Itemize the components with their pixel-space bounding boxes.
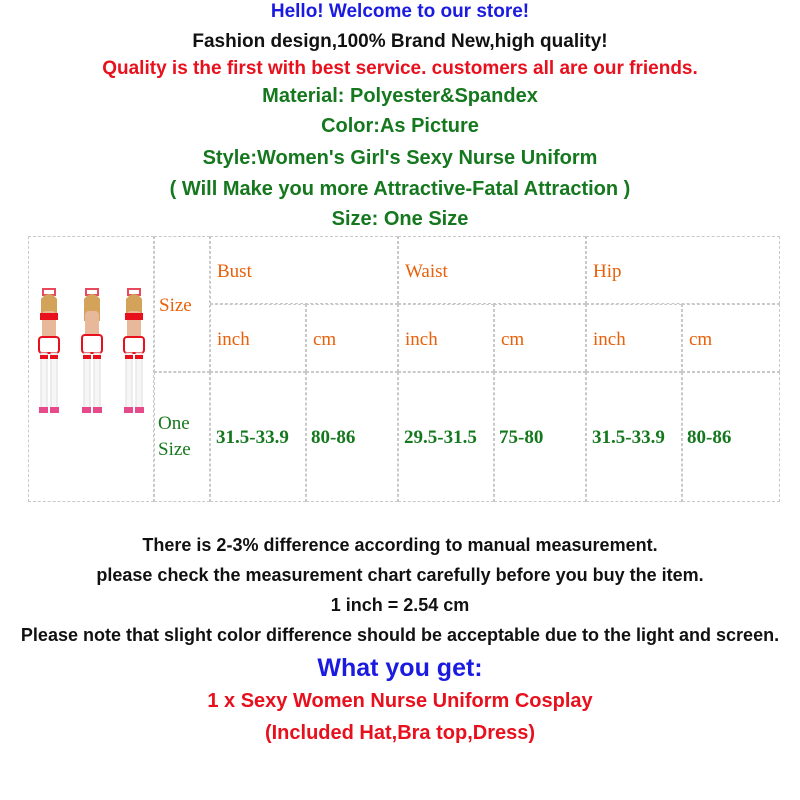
model-figure-middle bbox=[82, 289, 102, 413]
one-size-cell bbox=[154, 372, 210, 502]
bust-cm-value-cell bbox=[306, 372, 398, 502]
style-line: Style:Women's Girl's Sexy Nurse Uniform bbox=[202, 147, 598, 169]
waist-inch-value: 29.5-31.5 bbox=[404, 427, 477, 448]
hip-cm-value: 80-86 bbox=[687, 427, 732, 448]
bust-inch-unit-cell bbox=[210, 304, 306, 372]
waist-inch-value-cell bbox=[398, 372, 494, 502]
hip-header-label: Hip bbox=[593, 261, 622, 282]
fashion-line: Fashion design,100% Brand New,high quality! bbox=[192, 31, 608, 52]
size-header-cell bbox=[154, 236, 210, 372]
package-included: (Included Hat,Bra top,Dress) bbox=[264, 722, 536, 744]
waist-header-label: Waist bbox=[405, 261, 448, 282]
bust-cm-unit: cm bbox=[313, 329, 337, 350]
size-line: Size: One Size bbox=[331, 208, 469, 230]
waist-cm-unit-cell bbox=[494, 304, 586, 372]
what-you-get-title: What you get: bbox=[317, 654, 483, 682]
hip-cm-unit: cm bbox=[689, 329, 713, 350]
one-size-label-line2: Size bbox=[158, 439, 191, 460]
check-note: please check the measurement chart carefully before you buy the item. bbox=[96, 565, 704, 585]
size-header-label: Size bbox=[159, 295, 192, 316]
hip-inch-value: 31.5-33.9 bbox=[592, 427, 665, 448]
bust-cm-value: 80-86 bbox=[311, 427, 356, 448]
bust-inch-value: 31.5-33.9 bbox=[216, 427, 289, 448]
difference-note: There is 2-3% difference according to manual measurement. bbox=[142, 535, 658, 555]
quality-line: Quality is the first with best service. customers all are our friends. bbox=[102, 58, 698, 79]
welcome-line: Hello! Welcome to our store! bbox=[270, 1, 530, 22]
hip-inch-unit-cell bbox=[586, 304, 682, 372]
bust-header-label: Bust bbox=[217, 261, 252, 282]
attract-line: ( Will Make you more Attractive-Fatal Attraction ) bbox=[169, 178, 631, 200]
hip-header-cell bbox=[586, 236, 780, 304]
waist-inch-unit: inch bbox=[405, 329, 438, 350]
one-size-label-line1: One bbox=[158, 413, 190, 434]
size-table bbox=[28, 236, 780, 502]
waist-header-cell bbox=[398, 236, 586, 304]
waist-cm-unit: cm bbox=[501, 329, 525, 350]
hip-cm-value-cell bbox=[682, 372, 780, 502]
bust-cm-unit-cell bbox=[306, 304, 398, 372]
bust-inch-value-cell bbox=[210, 372, 306, 502]
inch-conversion-note: 1 inch = 2.54 cm bbox=[330, 595, 470, 615]
hip-inch-unit: inch bbox=[593, 329, 626, 350]
color-line: Color:As Picture bbox=[321, 115, 479, 137]
hip-cm-unit-cell bbox=[682, 304, 780, 372]
product-image-cell bbox=[28, 236, 154, 502]
waist-cm-value-cell bbox=[494, 372, 586, 502]
color-difference-note: Please note that slight color difference should be acceptable due to the light and screen. bbox=[20, 625, 780, 645]
material-line: Material: Polyester&Spandex bbox=[262, 85, 538, 107]
product-figures-image bbox=[29, 237, 153, 501]
waist-cm-value: 75-80 bbox=[499, 427, 544, 448]
model-figure-left bbox=[39, 289, 59, 413]
bust-inch-unit: inch bbox=[217, 329, 250, 350]
waist-inch-unit-cell bbox=[398, 304, 494, 372]
bust-header-cell bbox=[210, 236, 398, 304]
model-figure-right bbox=[124, 289, 144, 413]
package-item: 1 x Sexy Women Nurse Uniform Cosplay bbox=[207, 690, 593, 712]
hip-inch-value-cell bbox=[586, 372, 682, 502]
